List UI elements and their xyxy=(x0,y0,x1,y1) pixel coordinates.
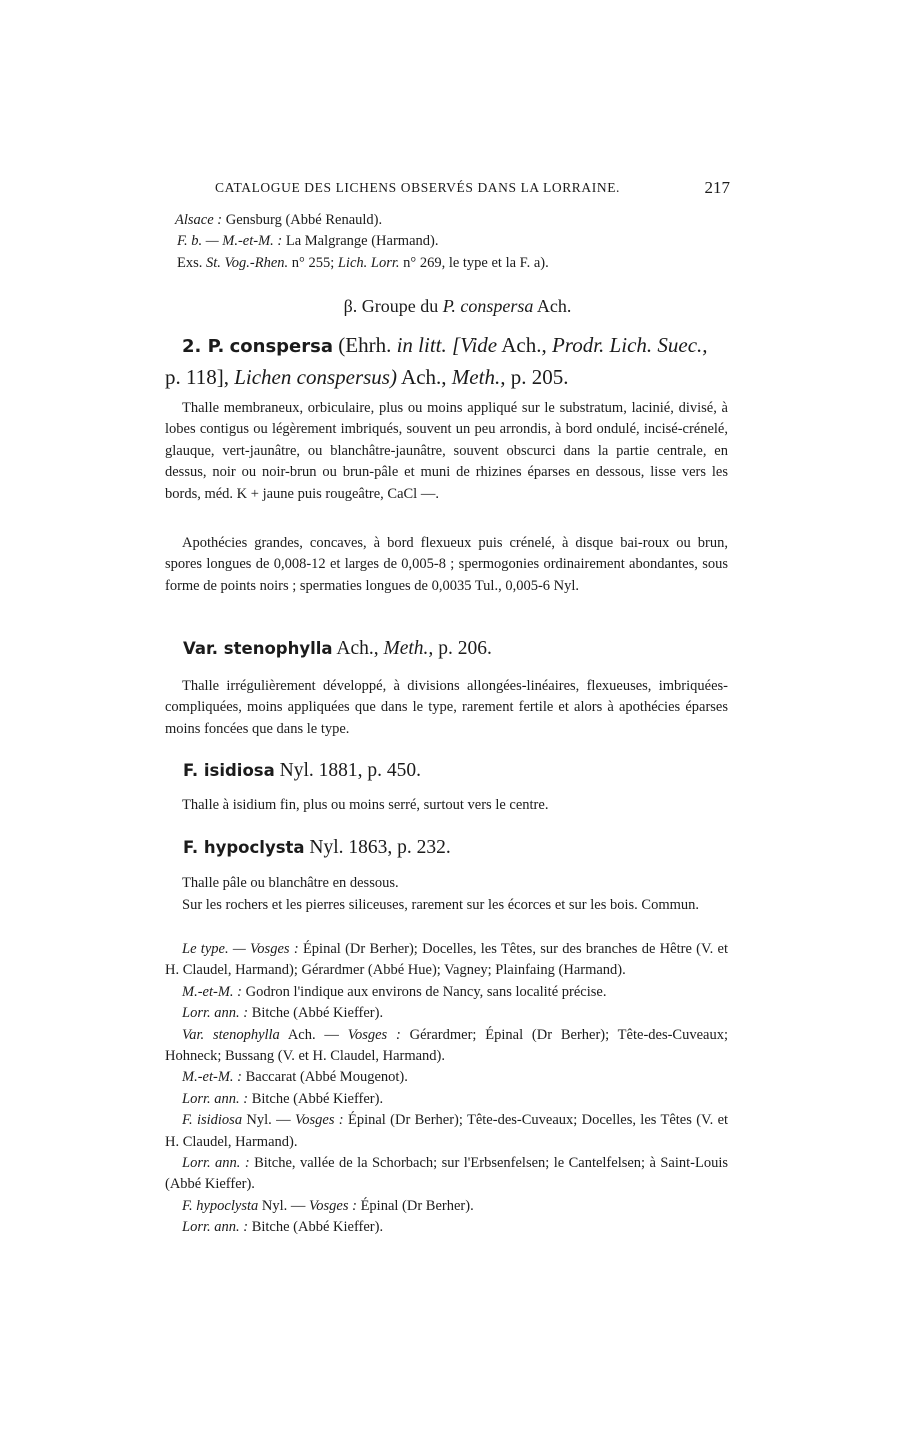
species-synonym: Lichen conspersus) xyxy=(234,365,397,389)
species-ref: [Vide xyxy=(452,333,498,357)
locality-label: Vosges : xyxy=(294,1112,344,1129)
region-label: F. b. — M.-et-M. : xyxy=(177,233,283,250)
group-author: Ach. xyxy=(536,296,572,316)
page-number: 217 xyxy=(704,178,730,197)
variety-description: Thalle irrégulièrement développé, à divisions allongées-linéaires, flexueuses, imbriquées-compliquées, moins appliquées que dans le type, rarement fertile et alors à apothécies éparses moins foncées que dans le type. xyxy=(165,678,728,737)
locality-text: Bitche (Abbé Kieffer). xyxy=(251,1005,384,1022)
locality-text: Épinal (Dr Berher); Docelles, les Têtes, sur des branches de Hêtre (V. et H. Claudel, Harmand); Gérardmer (Abbé Hue); Vagney; Plainfaing (Harmand). xyxy=(165,941,728,979)
variety-author: Ach., xyxy=(336,638,379,659)
variety-name: Var. stenophylla xyxy=(183,639,333,658)
alsace-line xyxy=(165,210,728,231)
group-heading xyxy=(0,296,915,317)
locality-label: Lorr. ann. : xyxy=(182,1155,250,1172)
locality-label: Lorr. ann. : xyxy=(182,1219,249,1236)
exs-series: Lich. Lorr. xyxy=(337,254,400,271)
exs-number: n° 269, le type et la F. a). xyxy=(403,254,549,271)
form-name: F. hypoclysta xyxy=(183,838,305,857)
locality-entry xyxy=(165,1110,728,1153)
species-ref: Meth., xyxy=(451,365,506,389)
species-author: (Ehrh. xyxy=(338,333,392,357)
locality-text: Godron l'indique aux environs de Nancy, sans localité précise. xyxy=(245,983,607,1000)
locality-label: F. hypoclysta xyxy=(182,1197,259,1214)
form-description: Thalle à isidium fin, plus ou moins serré, surtout vers le centre. xyxy=(182,797,549,813)
exs-label: Exs. xyxy=(177,254,203,271)
locality-entry xyxy=(165,1067,728,1088)
form-heading xyxy=(183,837,451,859)
form-author: Nyl. 1863, p. 232. xyxy=(309,837,451,858)
group-name: P. conspersa xyxy=(442,296,534,316)
variety-heading xyxy=(183,638,492,660)
locality-entry xyxy=(165,1003,728,1024)
locality-label: M.-et-M. : xyxy=(182,983,242,1000)
locality-label: M.-et-M. : xyxy=(182,1069,242,1086)
locality-entry xyxy=(165,1089,728,1110)
form-description: Thalle pâle ou blanchâtre en dessous. xyxy=(182,875,399,891)
locality-author: Ach. — xyxy=(287,1026,339,1043)
locality-text: Baccarat (Abbé Mougenot). xyxy=(245,1069,408,1086)
top-localities xyxy=(165,210,728,274)
locality-text: Bitche (Abbé Kieffer). xyxy=(251,1219,384,1236)
locality-label: F. isidiosa xyxy=(182,1112,243,1129)
species-ref: p. 118], xyxy=(165,365,229,389)
species-ref: Ach., xyxy=(501,333,547,357)
locality-author: Nyl. — xyxy=(261,1197,306,1214)
locality-label: Le type. — Vosges : xyxy=(182,941,299,957)
running-title: CATALOGUE DES LICHENS OBSERVÉS DANS LA LORRAINE. xyxy=(215,180,621,195)
locality-label: Var. stenophylla xyxy=(182,1026,280,1043)
locality-text: Gérardmer; Épinal (Dr Berher); Tête-des-Cuveaux; Hohneck; Bussang (V. et H. Claudel, Harmand). xyxy=(165,1026,729,1065)
species-ref: Prodr. Lich. Suec., xyxy=(551,333,708,357)
locality-label: Lorr. ann. : xyxy=(182,1005,249,1022)
locality-label: Vosges : xyxy=(309,1197,357,1214)
locality-entry xyxy=(165,1153,728,1196)
habitat-paragraph: Sur les rochers et les pierres siliceuses, rarement sur les écorces et sur les bois. Commun. xyxy=(182,897,700,913)
description-paragraph: Thalle membraneux, orbiculaire, plus ou moins appliqué sur le substratum, lacinié, divisé, à lobes contigus ou légèrement imbriqués, souvent un peu arrondis, à bord ondulé, incisé-crénelé, glauque, vert-jaunâtre, ou blanchâtre-jaunâtre, souvent obscurci dans la partie centrale, en dessus, noir ou noir-brun ou brun-pâle et muni de rhizines éparses en dessous, lisse vers les bords, méd. K + jaune puis rougeâtre, CaCl —. xyxy=(165,400,728,502)
region-label: Alsace : xyxy=(175,212,223,228)
locality-label: Vosges : xyxy=(347,1026,401,1043)
exs-series: St. Vog.-Rhen. xyxy=(206,254,289,271)
locality-entry xyxy=(165,1025,728,1068)
locality-entry xyxy=(165,982,728,1003)
locality-entry xyxy=(165,1196,728,1217)
variety-work: Meth., xyxy=(383,638,434,659)
locality-author: Nyl. — xyxy=(246,1112,291,1129)
fb-line xyxy=(165,231,728,252)
form-heading xyxy=(183,760,421,782)
exsiccata-line xyxy=(165,253,728,274)
species-ref: in litt. xyxy=(396,333,447,357)
locality-label: Lorr. ann. : xyxy=(182,1090,249,1107)
locality-text: Gensburg (Abbé Renauld). xyxy=(225,212,383,228)
locality-text: Bitche (Abbé Kieffer). xyxy=(251,1090,384,1107)
form-author: Nyl. 1881, p. 450. xyxy=(279,760,421,781)
localities-list xyxy=(165,939,728,1239)
exs-number: n° 255; xyxy=(291,254,335,271)
locality-text: La Malgrange (Harmand). xyxy=(285,233,439,250)
species-name: conspersa xyxy=(229,336,334,357)
locality-entry xyxy=(165,939,728,982)
species-ref: p. 205. xyxy=(510,365,569,389)
species-heading xyxy=(165,330,728,393)
variety-page: p. 206. xyxy=(438,638,492,659)
description-paragraph: Apothécies grandes, concaves, à bord flexueux puis crénelé, à disque bai-roux ou brun, spores longues de 0,008-12 et larges de 0,005-8 ; spermogonies ordinairement abondantes, sous forme de points noirs ; spermaties longues de 0,0035 Tul., 0,005-6 Nyl. xyxy=(165,535,728,594)
form-name: F. isidiosa xyxy=(183,761,275,780)
species-ref: Ach., xyxy=(401,365,447,389)
locality-entry xyxy=(165,1217,728,1238)
group-prefix: β. Groupe du xyxy=(343,296,439,316)
locality-text: Épinal (Dr Berher); Tête-des-Cuveaux; Docelles, les Têtes (V. et H. Claudel, Harmand). xyxy=(165,1112,729,1150)
locality-text: Bitche, vallée de la Schorbach; sur l'Erbsenfelsen; le Cantelfelsen; à Saint-Louis (Abbé Kieffer). xyxy=(165,1155,729,1193)
species-number: 2. P. xyxy=(182,336,225,357)
locality-text: Épinal (Dr Berher). xyxy=(360,1197,474,1214)
